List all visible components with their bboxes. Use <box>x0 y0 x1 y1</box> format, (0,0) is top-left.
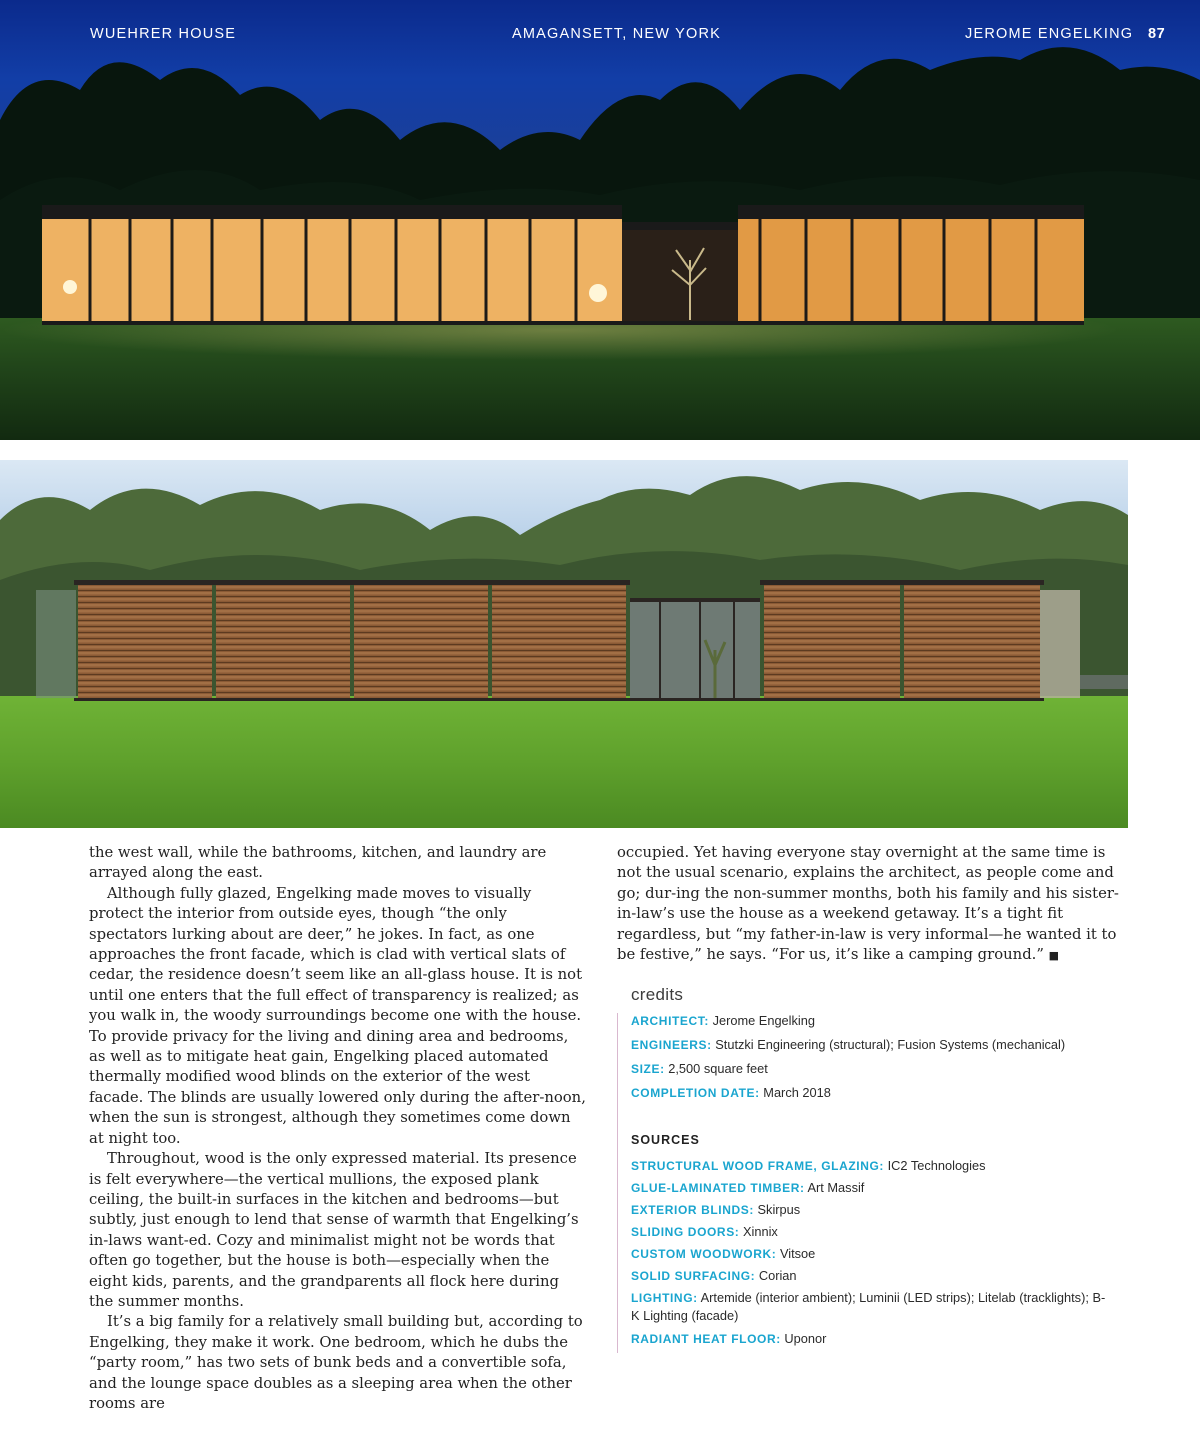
source-value: Corian <box>758 1268 797 1283</box>
paragraph: Although fully glazed, Engelking made moves to visually protect the interior from outside eyes, though “the only spectators lurking about are deer,” he jokes. In fact, as one approaches the front facade, which is clad with vertical slats of cedar, the residence doesn’t seem like an all-glass house. It is not until one enters that the full effect of transparency is realized; as you walk in, the woody surroundings become one with the house. To provide privacy for the living and dining area and bedrooms, as well as to mitigate heat gain, Engelking placed automated thermally modified wood blinds on the exterior of the west facade. The blinds are usually lowered only during the after-noon, when the sun is strongest, although they sometimes come down at night too. <box>89 884 586 1147</box>
source-value: IC2 Technologies <box>887 1158 986 1173</box>
credit-label: COMPLETION DATE: <box>631 1086 760 1100</box>
source-value: Artemide (interior ambient); Luminii (LED strips); Litelab (tracklights); B-K Lighting (facade) <box>631 1290 1106 1323</box>
paragraph-closing <box>617 843 1127 966</box>
credit-label: ENGINEERS: <box>631 1038 712 1052</box>
source-value: Xinnix <box>742 1224 778 1239</box>
paragraph: Throughout, wood is the only expressed material. Its presence is felt everywhere—the vertical mullions, the exposed plank ceiling, the built-in surfaces in the kitchen and bedrooms—but subtly, just enough to lend that sense of warmth that Engelking’s in-laws want-ed. Cozy and minimalist might not be words that often go together, but the house is both—especially when the eight kids, parents, and the grandparents all flock here during the summer months. <box>89 1150 579 1310</box>
credit-value: March 2018 <box>763 1085 831 1100</box>
source-radiant-heat-floor <box>631 1330 1111 1348</box>
night-house-illustration <box>0 0 1200 440</box>
source-value: Art Massif <box>807 1180 865 1195</box>
source-structural-frame <box>631 1157 1111 1175</box>
credit-size <box>631 1060 1111 1078</box>
source-label: LIGHTING: <box>631 1291 698 1305</box>
source-value: Skirpus <box>757 1202 801 1217</box>
source-lighting <box>631 1289 1111 1325</box>
credit-value: Stutzki Engineering (structural); Fusion Systems (mechanical) <box>715 1037 1066 1052</box>
hero-photo-night <box>0 0 1200 440</box>
source-value: Uponor <box>784 1331 827 1346</box>
source-label: CUSTOM WOODWORK: <box>631 1247 777 1261</box>
credit-value: 2,500 square feet <box>668 1061 768 1076</box>
running-head-location: AMAGANSETT, NEW YORK <box>512 26 722 42</box>
article-body-left-column <box>89 843 586 1414</box>
source-label: RADIANT HEAT FLOOR: <box>631 1332 781 1346</box>
paragraph: It’s a big family for a relatively small building but, according to Engelking, they make it work. One bedroom, which he dubs the “party room,” has two sets of bunk beds and a convertible sofa, and the lounge space doubles as a sleeping area when the other rooms are <box>89 1313 583 1412</box>
running-head-project: WUEHRER HOUSE <box>90 26 237 42</box>
running-head-architect: JEROME ENGELKING <box>965 26 1134 42</box>
source-label: SLIDING DOORS: <box>631 1225 740 1239</box>
end-mark: ■ <box>1048 949 1060 963</box>
credits-title: credits <box>631 985 684 1004</box>
source-glulam <box>631 1179 1111 1197</box>
page-number: 87 <box>1148 26 1166 42</box>
credit-architect <box>631 1012 1111 1030</box>
closing-text: occupied. Yet having everyone stay overnight at the same time is not the usual scenario, explains the architect, as people come and go; dur-ing the non-summer months, both his family and his sister-in-law’s use the house as a weekend getaway. It’s a tight fit regardless, but “my father-in-law is very informal—he wanted it to be festive,” he says. “For us, it’s like a camping ground.” <box>617 844 1119 964</box>
credit-value: Jerome Engelking <box>712 1013 815 1028</box>
credit-label: SIZE: <box>631 1062 665 1076</box>
day-house-illustration <box>0 460 1128 828</box>
source-label: EXTERIOR BLINDS: <box>631 1203 754 1217</box>
source-solid-surfacing <box>631 1267 1111 1285</box>
source-sliding-doors <box>631 1223 1111 1241</box>
credit-engineers <box>631 1036 1111 1054</box>
source-label: GLUE-LAMINATED TIMBER: <box>631 1181 805 1195</box>
source-exterior-blinds <box>631 1201 1111 1219</box>
sources-heading: SOURCES <box>631 1133 700 1147</box>
source-custom-woodwork <box>631 1245 1111 1263</box>
credit-completion-date <box>631 1084 1111 1102</box>
source-label: SOLID SURFACING: <box>631 1269 756 1283</box>
facade-photo-day <box>0 460 1128 828</box>
credit-label: ARCHITECT: <box>631 1014 709 1028</box>
source-value: Vitsoe <box>779 1246 816 1261</box>
article-body-right-column <box>617 843 1127 966</box>
source-label: STRUCTURAL WOOD FRAME, GLAZING: <box>631 1159 885 1173</box>
paragraph: the west wall, while the bathrooms, kitchen, and laundry are arrayed along the east. <box>89 844 547 882</box>
